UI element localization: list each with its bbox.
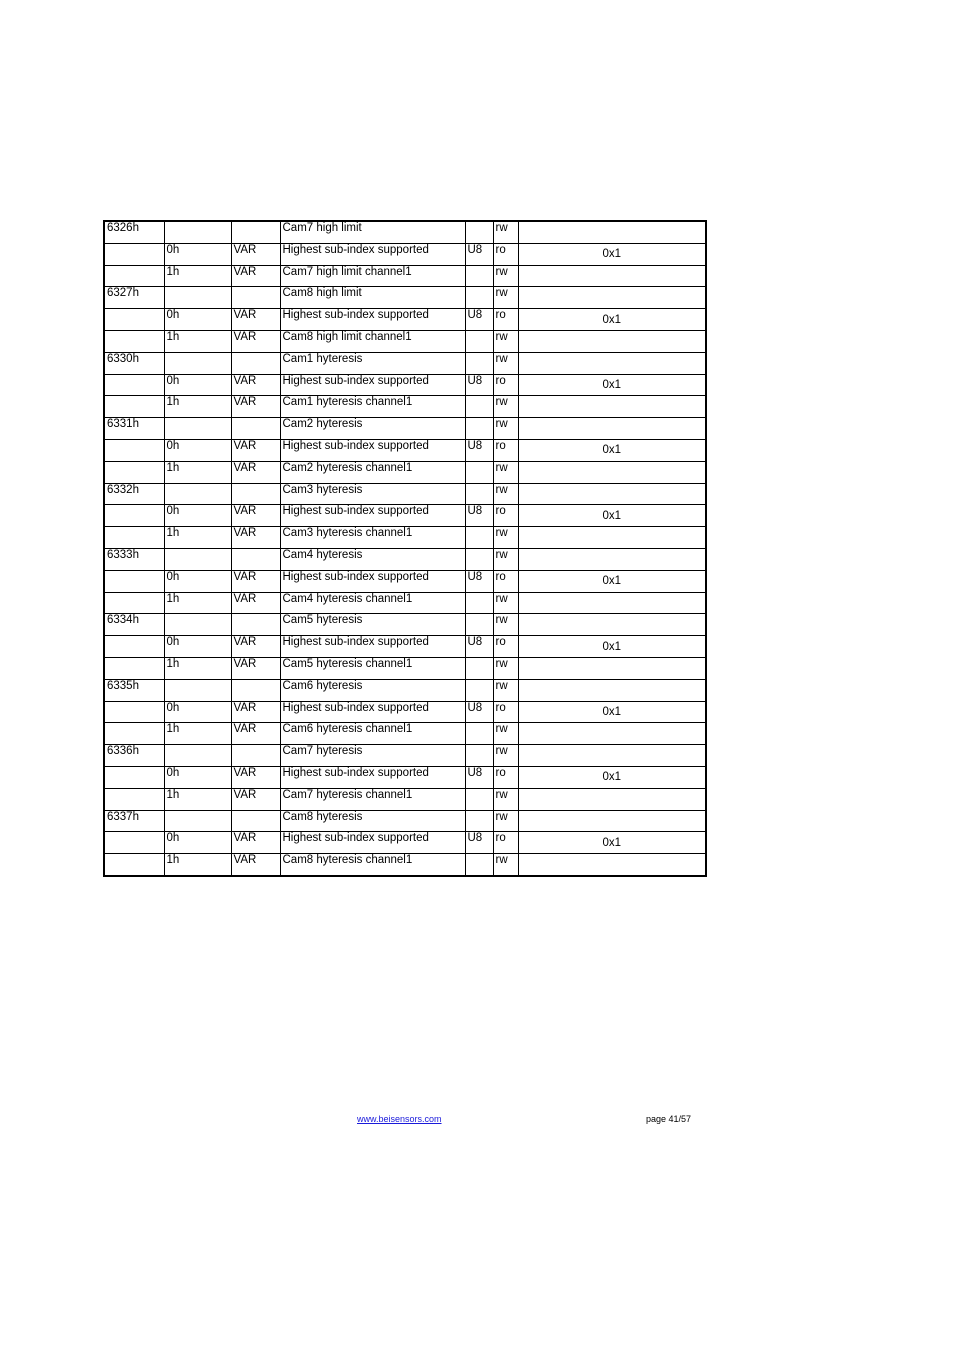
cell-object-type	[231, 287, 280, 309]
cell-access: ro	[493, 766, 518, 788]
cell-index	[104, 766, 164, 788]
cell-object-type: VAR	[231, 788, 280, 810]
table-row	[104, 221, 706, 243]
cell-name: Highest sub-index supported	[280, 309, 465, 331]
cell-data-type: U8	[465, 439, 493, 461]
cell-index: 6335h	[104, 679, 164, 701]
cell-subindex: 1h	[164, 265, 231, 287]
cell-default-value	[518, 287, 706, 309]
cell-name: Cam8 hyteresis	[280, 810, 465, 832]
cell-object-type: VAR	[231, 439, 280, 461]
cell-index: 6337h	[104, 810, 164, 832]
cell-data-type	[465, 527, 493, 549]
footer-website-link[interactable]: www.beisensors.com	[357, 1114, 442, 1124]
cell-data-type: U8	[465, 701, 493, 723]
cell-data-type	[465, 723, 493, 745]
table-row	[104, 527, 706, 549]
table-row	[104, 854, 706, 876]
cell-default-value	[518, 548, 706, 570]
cell-subindex	[164, 745, 231, 767]
cell-access: ro	[493, 439, 518, 461]
cell-access: ro	[493, 374, 518, 396]
cell-object-type	[231, 548, 280, 570]
cell-subindex: 0h	[164, 832, 231, 854]
cell-default-value: 0x1	[518, 505, 706, 527]
cell-subindex: 1h	[164, 527, 231, 549]
cell-index	[104, 265, 164, 287]
cell-object-type: VAR	[231, 701, 280, 723]
cell-default-value	[518, 330, 706, 352]
cell-data-type	[465, 265, 493, 287]
cell-data-type	[465, 592, 493, 614]
cell-index	[104, 570, 164, 592]
cell-name: Cam5 hyteresis	[280, 614, 465, 636]
cell-subindex	[164, 614, 231, 636]
cell-access: ro	[493, 243, 518, 265]
cell-default-value	[518, 461, 706, 483]
cell-name: Cam7 hyteresis	[280, 745, 465, 767]
cell-index: 6331h	[104, 418, 164, 440]
cell-data-type	[465, 854, 493, 876]
cell-access: ro	[493, 701, 518, 723]
cell-object-type	[231, 418, 280, 440]
cell-object-type: VAR	[231, 505, 280, 527]
cell-data-type: U8	[465, 374, 493, 396]
cell-access: rw	[493, 330, 518, 352]
cell-index	[104, 636, 164, 658]
cell-access: rw	[493, 657, 518, 679]
table-row	[104, 461, 706, 483]
cell-data-type	[465, 788, 493, 810]
cell-object-type: VAR	[231, 265, 280, 287]
cell-access: rw	[493, 265, 518, 287]
cell-access: rw	[493, 287, 518, 309]
cell-subindex	[164, 679, 231, 701]
cell-subindex: 0h	[164, 701, 231, 723]
cell-index	[104, 330, 164, 352]
cell-index	[104, 309, 164, 331]
cell-default-value: 0x1	[518, 701, 706, 723]
cell-object-type: VAR	[231, 657, 280, 679]
cell-default-value	[518, 679, 706, 701]
cell-subindex: 0h	[164, 243, 231, 265]
cell-data-type	[465, 330, 493, 352]
cell-default-value	[518, 396, 706, 418]
cell-object-type: VAR	[231, 723, 280, 745]
cell-object-type: VAR	[231, 461, 280, 483]
cell-data-type: U8	[465, 570, 493, 592]
cell-subindex: 1h	[164, 723, 231, 745]
cell-default-value: 0x1	[518, 636, 706, 658]
cell-name: Highest sub-index supported	[280, 243, 465, 265]
cell-data-type	[465, 396, 493, 418]
cell-object-type	[231, 352, 280, 374]
cell-subindex: 0h	[164, 309, 231, 331]
cell-data-type: U8	[465, 766, 493, 788]
cell-object-type: VAR	[231, 854, 280, 876]
cell-name: Cam3 hyteresis channel1	[280, 527, 465, 549]
cell-data-type	[465, 657, 493, 679]
cell-index	[104, 592, 164, 614]
cell-name: Cam8 hyteresis channel1	[280, 854, 465, 876]
cell-index	[104, 461, 164, 483]
cell-data-type	[465, 745, 493, 767]
cell-subindex: 1h	[164, 592, 231, 614]
cell-access: rw	[493, 592, 518, 614]
cell-subindex: 1h	[164, 657, 231, 679]
cell-name: Cam4 hyteresis channel1	[280, 592, 465, 614]
cell-name: Highest sub-index supported	[280, 570, 465, 592]
cell-default-value	[518, 854, 706, 876]
cell-default-value: 0x1	[518, 570, 706, 592]
cell-index	[104, 374, 164, 396]
cell-object-type: VAR	[231, 527, 280, 549]
cell-object-type	[231, 614, 280, 636]
cell-name: Cam7 high limit channel1	[280, 265, 465, 287]
cell-name: Cam5 hyteresis channel1	[280, 657, 465, 679]
table-row	[104, 592, 706, 614]
table-row	[104, 679, 706, 701]
cell-subindex: 0h	[164, 570, 231, 592]
table-row	[104, 330, 706, 352]
cell-name: Cam7 high limit	[280, 221, 465, 243]
cell-object-type: VAR	[231, 636, 280, 658]
cell-index	[104, 243, 164, 265]
cell-access: rw	[493, 614, 518, 636]
cell-default-value	[518, 527, 706, 549]
cell-subindex: 1h	[164, 330, 231, 352]
object-dictionary-table	[103, 220, 707, 877]
table-row	[104, 810, 706, 832]
cell-default-value: 0x1	[518, 374, 706, 396]
cell-data-type	[465, 614, 493, 636]
cell-default-value	[518, 614, 706, 636]
cell-subindex	[164, 287, 231, 309]
cell-default-value: 0x1	[518, 832, 706, 854]
cell-data-type: U8	[465, 243, 493, 265]
cell-access: ro	[493, 570, 518, 592]
cell-default-value	[518, 592, 706, 614]
cell-data-type	[465, 679, 493, 701]
cell-default-value	[518, 352, 706, 374]
table-row	[104, 701, 706, 723]
table-row	[104, 745, 706, 767]
table-row	[104, 374, 706, 396]
cell-name: Cam1 hyteresis	[280, 352, 465, 374]
cell-name: Cam3 hyteresis	[280, 483, 465, 505]
cell-data-type: U8	[465, 309, 493, 331]
cell-object-type: VAR	[231, 243, 280, 265]
cell-name: Highest sub-index supported	[280, 636, 465, 658]
table-row	[104, 418, 706, 440]
cell-access: rw	[493, 810, 518, 832]
cell-name: Highest sub-index supported	[280, 505, 465, 527]
cell-name: Cam2 hyteresis channel1	[280, 461, 465, 483]
cell-access: rw	[493, 527, 518, 549]
cell-access: ro	[493, 505, 518, 527]
cell-name: Highest sub-index supported	[280, 374, 465, 396]
cell-data-type: U8	[465, 505, 493, 527]
cell-subindex: 0h	[164, 766, 231, 788]
cell-data-type	[465, 483, 493, 505]
cell-object-type: VAR	[231, 570, 280, 592]
cell-default-value	[518, 745, 706, 767]
cell-index	[104, 657, 164, 679]
cell-name: Cam6 hyteresis channel1	[280, 723, 465, 745]
cell-access: rw	[493, 483, 518, 505]
cell-subindex: 1h	[164, 854, 231, 876]
table-row	[104, 243, 706, 265]
cell-object-type: VAR	[231, 832, 280, 854]
cell-access: rw	[493, 723, 518, 745]
cell-subindex: 1h	[164, 396, 231, 418]
table-row	[104, 636, 706, 658]
cell-index	[104, 788, 164, 810]
cell-index	[104, 396, 164, 418]
cell-subindex	[164, 810, 231, 832]
cell-access: rw	[493, 461, 518, 483]
cell-access: rw	[493, 854, 518, 876]
cell-object-type	[231, 679, 280, 701]
cell-default-value	[518, 788, 706, 810]
cell-name: Cam1 hyteresis channel1	[280, 396, 465, 418]
cell-access: rw	[493, 396, 518, 418]
cell-default-value	[518, 483, 706, 505]
table-body	[104, 221, 706, 876]
cell-default-value: 0x1	[518, 766, 706, 788]
cell-access: ro	[493, 636, 518, 658]
cell-access: rw	[493, 221, 518, 243]
cell-access: rw	[493, 679, 518, 701]
cell-access: rw	[493, 745, 518, 767]
cell-data-type	[465, 352, 493, 374]
cell-index: 6326h	[104, 221, 164, 243]
table-row	[104, 265, 706, 287]
cell-data-type	[465, 461, 493, 483]
table-row	[104, 505, 706, 527]
cell-name: Highest sub-index supported	[280, 832, 465, 854]
table-row	[104, 614, 706, 636]
cell-default-value	[518, 657, 706, 679]
table-row	[104, 309, 706, 331]
cell-subindex: 1h	[164, 788, 231, 810]
cell-object-type: VAR	[231, 374, 280, 396]
table-row	[104, 439, 706, 461]
cell-subindex	[164, 483, 231, 505]
cell-default-value	[518, 418, 706, 440]
cell-index	[104, 723, 164, 745]
cell-name: Cam4 hyteresis	[280, 548, 465, 570]
table-row	[104, 723, 706, 745]
cell-access: rw	[493, 788, 518, 810]
cell-index: 6327h	[104, 287, 164, 309]
cell-subindex	[164, 221, 231, 243]
cell-default-value: 0x1	[518, 439, 706, 461]
table-row	[104, 483, 706, 505]
cell-index	[104, 701, 164, 723]
cell-data-type	[465, 287, 493, 309]
cell-index: 6332h	[104, 483, 164, 505]
cell-default-value: 0x1	[518, 309, 706, 331]
cell-index	[104, 832, 164, 854]
cell-object-type: VAR	[231, 396, 280, 418]
cell-access: rw	[493, 352, 518, 374]
table-row	[104, 396, 706, 418]
cell-object-type	[231, 810, 280, 832]
cell-index	[104, 505, 164, 527]
cell-object-type: VAR	[231, 766, 280, 788]
cell-object-type	[231, 221, 280, 243]
cell-default-value	[518, 221, 706, 243]
cell-subindex: 0h	[164, 439, 231, 461]
cell-access: ro	[493, 832, 518, 854]
cell-name: Cam7 hyteresis channel1	[280, 788, 465, 810]
cell-object-type: VAR	[231, 330, 280, 352]
cell-index: 6334h	[104, 614, 164, 636]
cell-default-value: 0x1	[518, 243, 706, 265]
cell-index: 6333h	[104, 548, 164, 570]
cell-subindex	[164, 352, 231, 374]
cell-access: rw	[493, 418, 518, 440]
table-row	[104, 548, 706, 570]
table-row	[104, 788, 706, 810]
page-number: page 41/57	[646, 1114, 692, 1124]
cell-name: Highest sub-index supported	[280, 701, 465, 723]
cell-access: rw	[493, 548, 518, 570]
cell-name: Highest sub-index supported	[280, 439, 465, 461]
table-row	[104, 657, 706, 679]
cell-subindex: 0h	[164, 505, 231, 527]
cell-name: Cam8 high limit channel1	[280, 330, 465, 352]
cell-subindex: 0h	[164, 636, 231, 658]
cell-data-type	[465, 548, 493, 570]
cell-subindex	[164, 548, 231, 570]
cell-name: Cam6 hyteresis	[280, 679, 465, 701]
table-row	[104, 832, 706, 854]
table-row	[104, 766, 706, 788]
table-row	[104, 352, 706, 374]
cell-index	[104, 527, 164, 549]
cell-name: Cam2 hyteresis	[280, 418, 465, 440]
cell-name: Cam8 high limit	[280, 287, 465, 309]
cell-object-type: VAR	[231, 309, 280, 331]
cell-object-type: VAR	[231, 592, 280, 614]
cell-subindex: 0h	[164, 374, 231, 396]
cell-data-type: U8	[465, 636, 493, 658]
table-row	[104, 287, 706, 309]
cell-access: ro	[493, 309, 518, 331]
cell-default-value	[518, 265, 706, 287]
cell-index: 6330h	[104, 352, 164, 374]
cell-index	[104, 439, 164, 461]
cell-data-type: U8	[465, 832, 493, 854]
cell-default-value	[518, 810, 706, 832]
cell-data-type	[465, 810, 493, 832]
cell-subindex	[164, 418, 231, 440]
cell-index: 6336h	[104, 745, 164, 767]
cell-default-value	[518, 723, 706, 745]
cell-subindex: 1h	[164, 461, 231, 483]
cell-object-type	[231, 483, 280, 505]
cell-name: Highest sub-index supported	[280, 766, 465, 788]
cell-data-type	[465, 221, 493, 243]
cell-object-type	[231, 745, 280, 767]
cell-data-type	[465, 418, 493, 440]
cell-index	[104, 854, 164, 876]
table-row	[104, 570, 706, 592]
